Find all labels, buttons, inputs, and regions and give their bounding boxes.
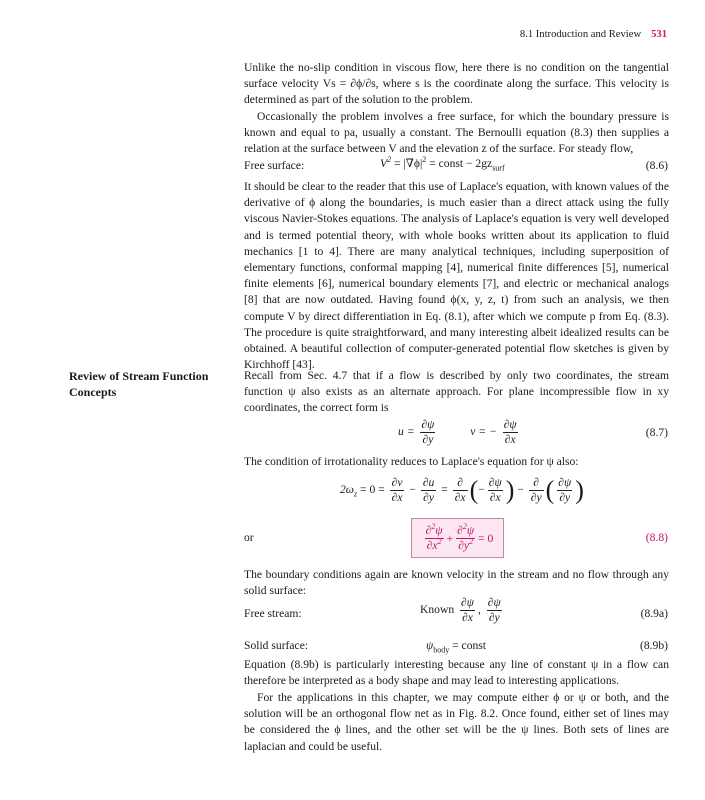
paragraph-free-surface xyxy=(244,109,669,158)
eq88-number: (8.8) xyxy=(645,531,668,544)
eq89a-number: (8.9a) xyxy=(640,607,668,620)
eq89b-body xyxy=(426,639,487,655)
paragraph-irrotationality xyxy=(244,454,669,470)
eq87-u: u = xyxy=(398,425,415,439)
eq89a-known: Known xyxy=(420,603,455,617)
paragraph-text: It should be clear to the reader that this use of Laplace's equation, with known values of the derivative of ϕ along the boundaries, is much easier than a direct attack using the fully viscous Navier-Stokes equations. The analysis of Laplace's equation is very well developed and is termed potential theory, with whole books written about its application to fluid mechanics [1 to 4]. There are many analytical techniques, including superposition of elementary functions, conformal mapping [4], numerical finite differences [5], numerical finite elements [6], numerical boundary elements [7], and electric or mechanical analogs [8] that are now outdated. Having found ϕ(x, y, z, t) from such an analysis, we then compute V by direct differentiation in Eq. (8.1), after which we compute p from Eq. (8.3). The procedure is quite straightforward, and many interesting albeit idealized results can be obtained. A beautiful collection of computer-generated potential flow sketches is given by Kirchhoff [43]. xyxy=(244,180,669,372)
eq89b-lhs: ψ xyxy=(426,639,434,652)
eq89b-label: Solid surface: xyxy=(244,639,309,652)
paragraph-text: The condition of irrotationality reduces to Laplace's equation for ψ also: xyxy=(244,455,579,468)
header-section-title: 8.1 Introduction and Review xyxy=(519,29,642,40)
eq86-subscript: surf xyxy=(492,163,505,173)
eq86-rhs: = const − 2gz xyxy=(429,157,493,170)
paragraph-text: Occasionally the problem involves a free surface, for which the boundary pressure is known and equal to pa, usually a constant. The Bernoulli equation (8.3) then supplies a relation at the surface between V and the elevation z of the surface. For steady flow, xyxy=(244,110,669,156)
eq86-label: Free surface: xyxy=(244,159,305,172)
eq86-mid: = |∇ϕ| xyxy=(394,157,423,170)
page-number: 531 xyxy=(651,29,667,40)
paragraph-stream-function xyxy=(244,368,669,417)
vorticity-lhs: 2ω xyxy=(340,483,354,497)
eq86-body: $V^2 = |\nabla\phi|^2$ = const − $2gz_{surf}$ xyxy=(380,155,505,173)
side-heading: Review of Stream Function Concepts xyxy=(69,369,209,399)
eq87-body: u = $\frac{\partial\psi}{\partial y}$ v = − $\frac{\partial\psi}{\partial x}$ xyxy=(398,418,517,446)
eq86-number: (8.6) xyxy=(645,159,668,172)
paragraph-body-shape xyxy=(244,657,669,689)
eq-vorticity: $2\omega_z = 0$ = $\frac{\partial v}{\partial x}$ − $\frac{\partial u}{\partial y}$ = $\frac{\partial}{\partial x}$ (− $\frac{\partial\psi}{\partial x}$ ) − $\frac{\partial}{\partial y}$ ( $\frac{\partial\psi}{\partial y}$ ) xyxy=(340,475,584,505)
vorticity-subscript: z xyxy=(353,489,358,499)
eq89a-label: Free stream: xyxy=(244,607,302,620)
paragraph-text: The boundary conditions again are known velocity in the stream and no flow through any solid surface: xyxy=(244,568,669,598)
eq87-v: v = − xyxy=(470,425,497,439)
eq87-number: (8.7) xyxy=(645,426,668,439)
eq89a-body: Known $\frac{\partial\psi}{\partial x}$ , $\frac{\partial\psi}{\partial y}$ xyxy=(420,596,501,624)
eq88-rhs: = 0 xyxy=(478,531,494,545)
paragraph-noslip xyxy=(244,60,669,109)
paragraph-text: Recall from Sec. 4.7 that if a flow is described by only two coordinates, the stream function ψ also exists as an alternate approach. For plane incompressible flow in xy coordinates, the correct form is xyxy=(244,369,669,415)
paragraph-text: For the applications in this chapter, we may compute either ϕ or ψ or both, and the solution will be an orthogonal flow net as in Fig. 8.2. Once found, either set of lines may be considered the ϕ lines, and the other set will be the ψ lines. Both sets of lines are laplacian and could be useful. xyxy=(244,691,669,753)
paragraph-laplace xyxy=(244,179,669,373)
eq89b-number: (8.9b) xyxy=(639,639,668,652)
eq88-label: or xyxy=(244,531,254,544)
paragraph-boundary xyxy=(244,567,669,599)
eq86-lhs: V xyxy=(380,157,388,170)
eq89b-subscript: body xyxy=(433,645,450,655)
paragraph-text: Unlike the no-slip condition in viscous flow, here there is no condition on the tangential surface velocity Vs = ∂ϕ/∂s, where s is the coordinate along the surface. This velocity is determined as part of the solution to the problem. xyxy=(244,61,669,107)
paragraph-text: Equation (8.9b) is particularly interesting because any line of constant ψ in a flow can therefore be interpreted as a body shape and may lead to interesting applications. xyxy=(244,658,669,688)
paragraph-flow-net xyxy=(244,690,669,755)
eq88-highlight-box: $\frac{\partial^2\psi}{\partial x^2}$ + $\frac{\partial^2\psi}{\partial y^2}$ = 0 xyxy=(411,518,504,558)
eq89b-rhs: = const xyxy=(452,639,487,652)
running-header xyxy=(520,29,667,40)
vorticity-eq: = 0 = xyxy=(360,483,385,497)
